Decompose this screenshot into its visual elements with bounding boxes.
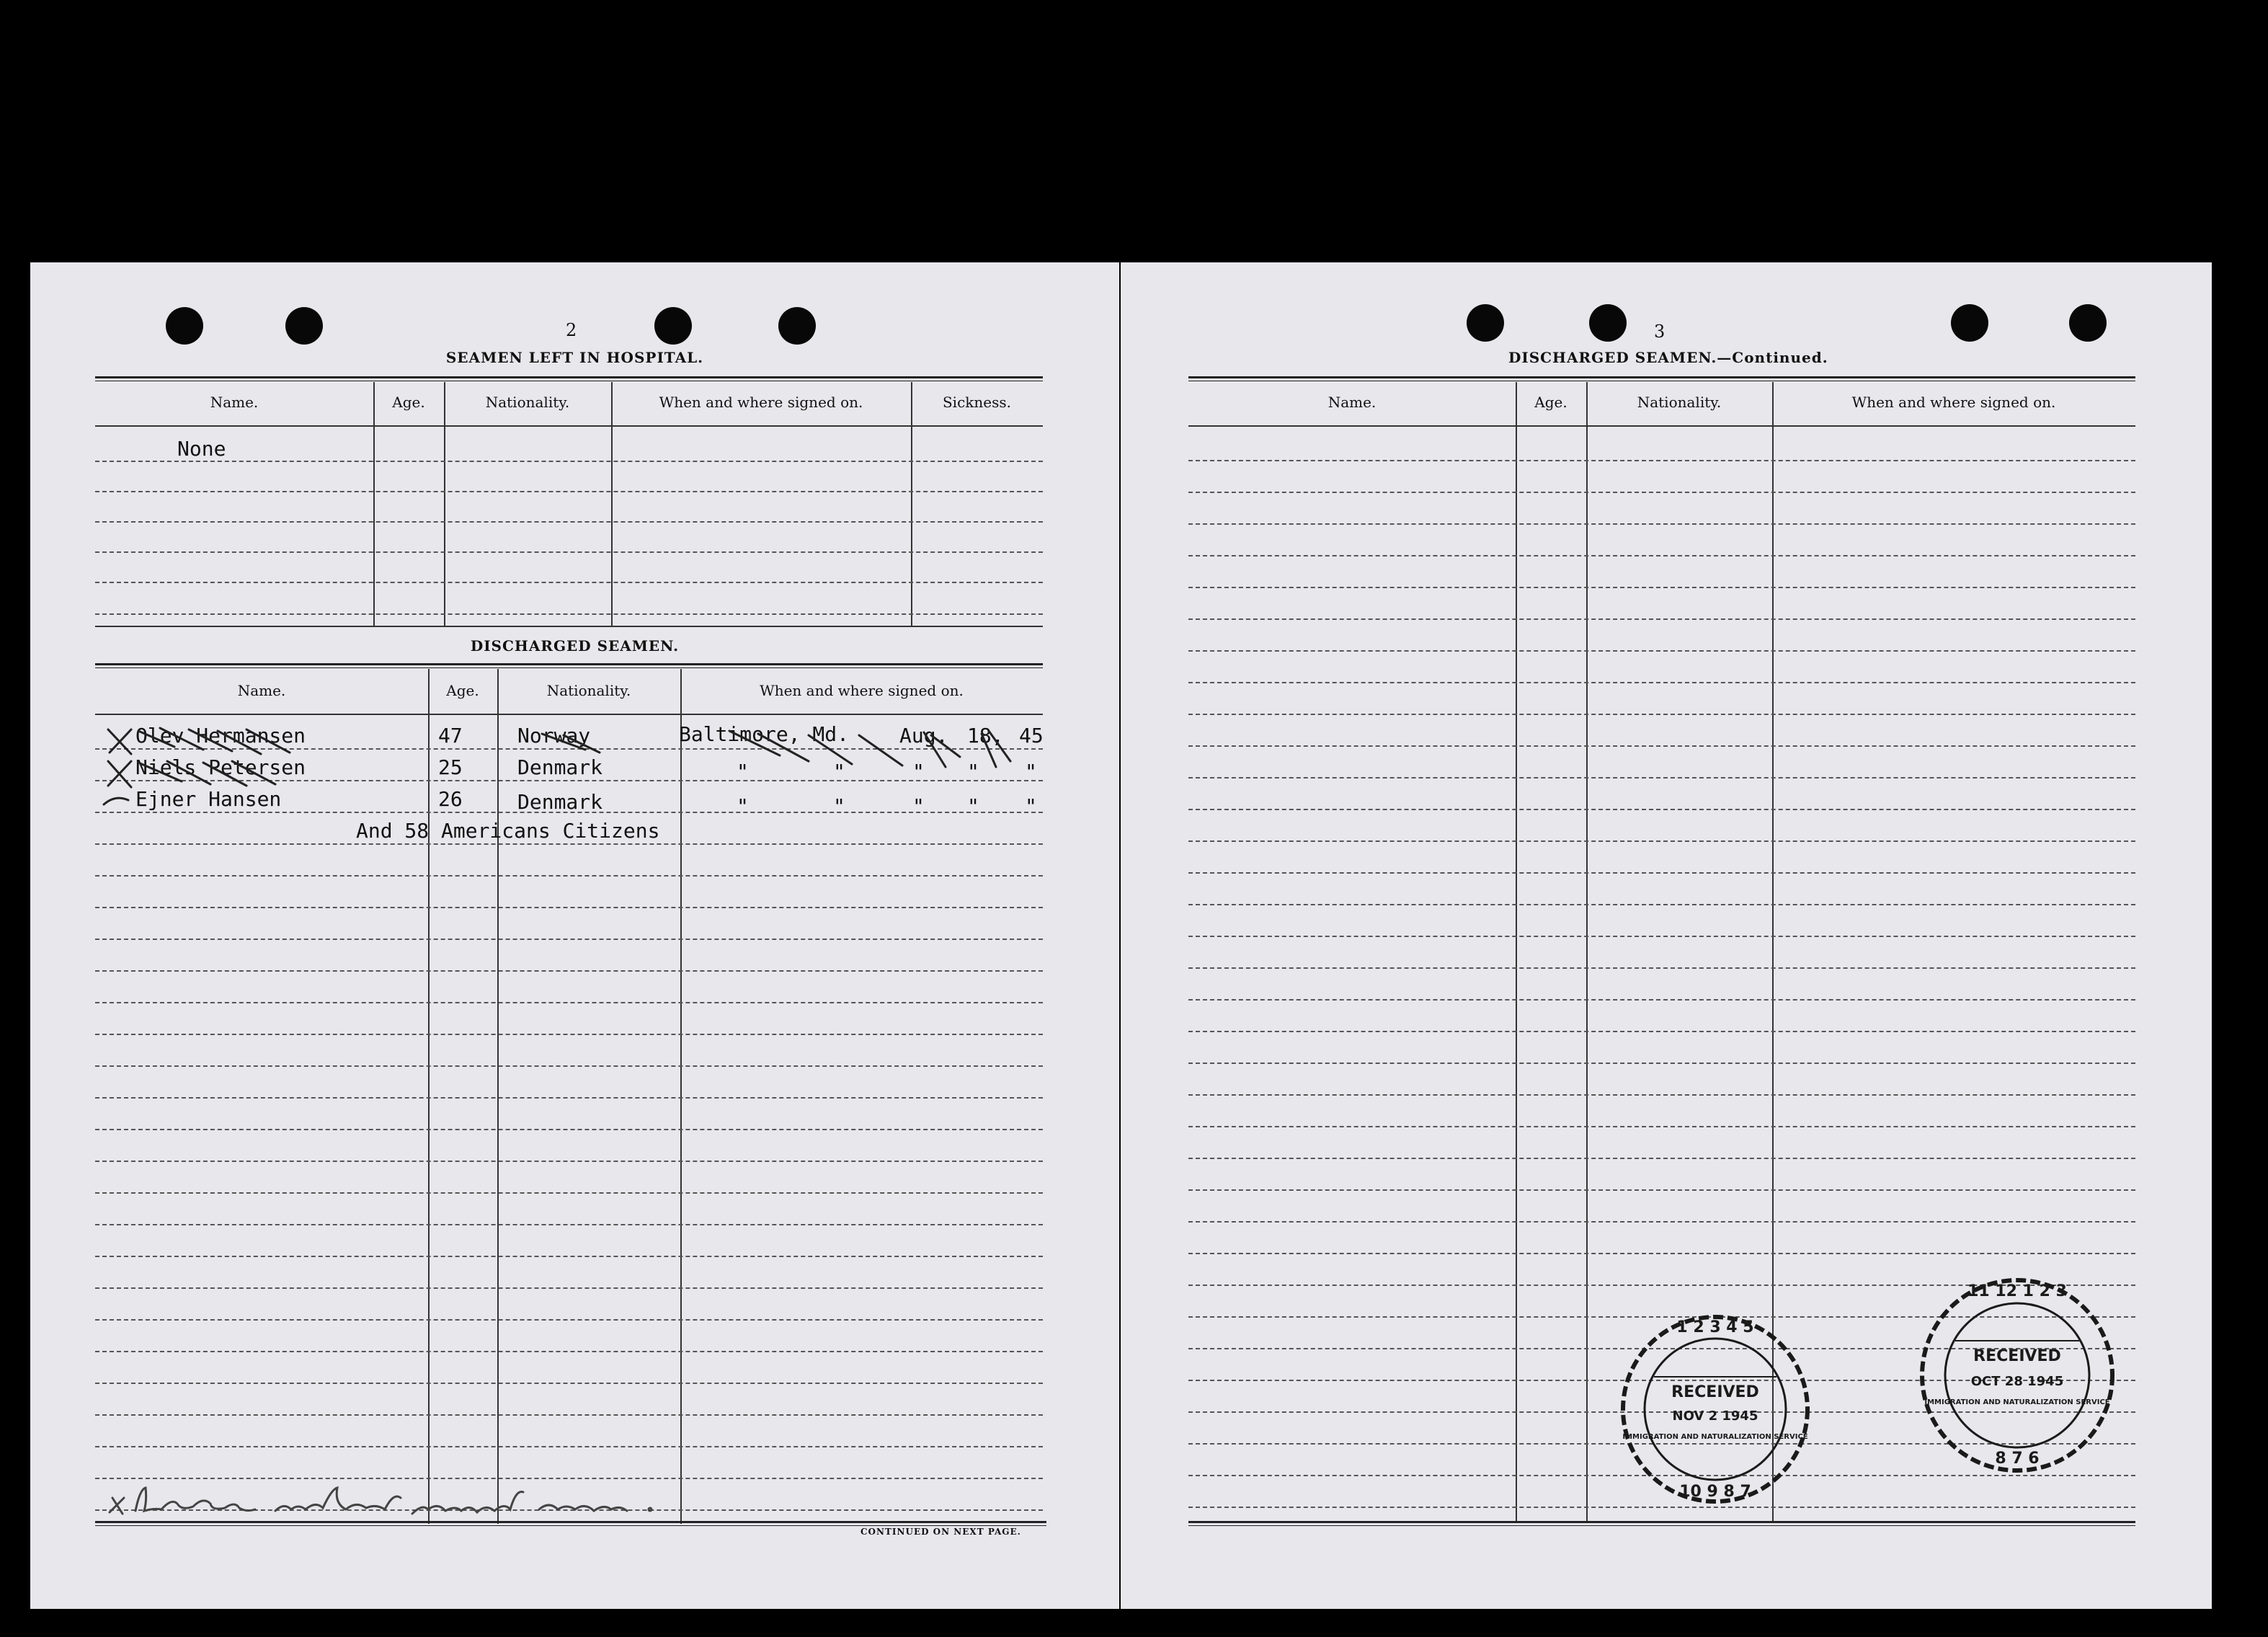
ruled-line bbox=[1188, 1094, 2135, 1096]
hospital-section-title: SEAMEN LEFT IN HOSPITAL. bbox=[445, 349, 704, 366]
table-rule bbox=[95, 626, 1043, 627]
punch-hole bbox=[1589, 304, 1627, 342]
page-number: 3 bbox=[1654, 321, 1666, 342]
ruled-line bbox=[1188, 809, 2135, 810]
handwritten-note bbox=[102, 1482, 693, 1525]
ruled-line bbox=[1188, 460, 2135, 461]
ruled-line bbox=[95, 1287, 1043, 1289]
ruled-line bbox=[95, 491, 1043, 492]
seaman-age: 47 bbox=[438, 724, 463, 747]
stamp-date: OCT 28 1945 bbox=[1970, 1374, 2064, 1389]
ruled-line bbox=[1188, 745, 2135, 747]
ruled-line bbox=[95, 907, 1043, 908]
ruled-line bbox=[95, 970, 1043, 972]
ruled-line bbox=[1188, 1253, 2135, 1254]
table-rule bbox=[1188, 1521, 2135, 1526]
ditto-mark: " bbox=[833, 760, 845, 784]
ruled-line bbox=[95, 1446, 1043, 1447]
ruled-line bbox=[1188, 523, 2135, 525]
table-rule bbox=[95, 425, 1043, 427]
ruled-line bbox=[1188, 1063, 2135, 1064]
ruled-line bbox=[95, 1129, 1043, 1130]
ruled-line bbox=[95, 1383, 1043, 1384]
ruled-line bbox=[95, 1256, 1043, 1257]
svg-text:11 12 1 2 3: 11 12 1 2 3 bbox=[1967, 1282, 2067, 1300]
column-header-age: Age. bbox=[1534, 394, 1567, 411]
ruled-line bbox=[1188, 840, 2135, 842]
ruled-line bbox=[1188, 1031, 2135, 1032]
svg-text:10 9 8 7: 10 9 8 7 bbox=[1679, 1483, 1751, 1501]
punch-hole bbox=[654, 307, 692, 345]
column-divider bbox=[373, 382, 375, 626]
ruled-line bbox=[1188, 555, 2135, 556]
ditto-mark: " bbox=[737, 760, 749, 784]
table-rule bbox=[95, 376, 1043, 381]
signed-on-day: 18, bbox=[967, 724, 1004, 747]
ruled-line bbox=[1188, 1507, 2135, 1508]
ruled-line bbox=[95, 1192, 1043, 1194]
page-number: 2 bbox=[566, 320, 577, 340]
ditto-mark: " bbox=[1025, 760, 1037, 784]
svg-text:8 7 6: 8 7 6 bbox=[1995, 1450, 2040, 1468]
column-header-nationality: Nationality. bbox=[546, 682, 631, 699]
hospital-entry: None bbox=[177, 437, 226, 461]
ruled-line bbox=[1188, 936, 2135, 937]
continued-footer: CONTINUED ON NEXT PAGE. bbox=[860, 1527, 1021, 1537]
punch-hole bbox=[778, 307, 816, 345]
ruled-line bbox=[95, 1065, 1043, 1067]
ditto-mark: " bbox=[833, 794, 845, 818]
ruled-line bbox=[1188, 1189, 2135, 1191]
column-header-age: Age. bbox=[446, 682, 479, 699]
seaman-nationality: Denmark bbox=[517, 755, 603, 779]
column-header-signed-on: When and where signed on. bbox=[1851, 394, 2056, 411]
table-rule bbox=[1188, 425, 2135, 427]
ruled-line bbox=[95, 582, 1043, 583]
right-page bbox=[1121, 262, 2212, 1609]
svg-text:1 2 3 4 5: 1 2 3 4 5 bbox=[1676, 1318, 1754, 1336]
ditto-mark: " bbox=[912, 794, 925, 818]
column-header-signed-on: When and where signed on. bbox=[659, 394, 863, 411]
seaman-nationality: Denmark bbox=[517, 790, 603, 814]
punch-hole bbox=[1467, 304, 1504, 342]
stamp-word: RECEIVED bbox=[1973, 1347, 2061, 1365]
column-divider bbox=[1586, 382, 1588, 1522]
section-title-suffix: —Continued. bbox=[1717, 349, 1828, 366]
handwritten-strike-marks bbox=[95, 709, 1075, 817]
ruled-line bbox=[1188, 650, 2135, 652]
received-stamp bbox=[1916, 1274, 2118, 1476]
ruled-line bbox=[1188, 714, 2135, 715]
ruled-line bbox=[95, 461, 1043, 462]
punch-hole bbox=[285, 307, 323, 345]
punch-hole bbox=[2069, 304, 2107, 342]
received-stamp bbox=[1618, 1312, 1813, 1507]
seaman-name: Olev Hermansen bbox=[135, 724, 306, 747]
ruled-line bbox=[95, 1478, 1043, 1479]
signed-on-year: 45 bbox=[1019, 724, 1044, 747]
ruled-line bbox=[1188, 492, 2135, 493]
ruled-line bbox=[1188, 904, 2135, 905]
ruled-line bbox=[95, 1414, 1043, 1416]
stamp-date: NOV 2 1945 bbox=[1672, 1408, 1758, 1424]
stamp-agency: IMMIGRATION AND NATURALIZATION SERVICE bbox=[1622, 1433, 1808, 1441]
note-line: And 58 Americans Citizens bbox=[356, 819, 660, 843]
ruled-line bbox=[95, 1097, 1043, 1099]
column-divider bbox=[911, 382, 912, 626]
seaman-nationality: Norway bbox=[517, 724, 591, 747]
ruled-line bbox=[95, 1224, 1043, 1225]
ruled-line bbox=[1188, 967, 2135, 969]
column-header-sickness: Sickness. bbox=[942, 394, 1012, 411]
ruled-line bbox=[1188, 1158, 2135, 1159]
ditto-mark: " bbox=[967, 794, 979, 818]
ruled-line bbox=[95, 1319, 1043, 1321]
ruled-line bbox=[95, 613, 1043, 615]
signed-on-month: Aug. bbox=[899, 724, 948, 747]
column-header-name: Name. bbox=[210, 394, 259, 411]
ruled-line bbox=[95, 521, 1043, 523]
table-rule bbox=[1188, 376, 2135, 381]
seaman-age: 26 bbox=[438, 787, 463, 811]
discharged-section-title: DISCHARGED SEAMEN. bbox=[470, 637, 680, 655]
column-header-name: Name. bbox=[237, 682, 286, 699]
ruled-line bbox=[1188, 999, 2135, 1001]
punch-hole bbox=[166, 307, 203, 345]
ruled-line bbox=[95, 1034, 1043, 1035]
table-rule bbox=[95, 663, 1043, 668]
column-header-age: Age. bbox=[392, 394, 425, 411]
ruled-line bbox=[1188, 618, 2135, 620]
ditto-mark: " bbox=[967, 760, 979, 784]
ruled-line bbox=[95, 1002, 1043, 1003]
ruled-line bbox=[1188, 872, 2135, 874]
column-header-nationality: Nationality. bbox=[1637, 394, 1722, 411]
ruled-line bbox=[95, 1351, 1043, 1352]
seaman-name: Ejner Hansen bbox=[135, 787, 282, 811]
signed-on-place: Baltimore, Md. bbox=[679, 722, 850, 746]
column-divider bbox=[444, 382, 445, 626]
ditto-mark: " bbox=[912, 760, 925, 784]
left-page bbox=[30, 262, 1119, 1609]
section-title: DISCHARGED SEAMEN. bbox=[1508, 349, 1717, 366]
ruled-line bbox=[1188, 682, 2135, 683]
seaman-age: 25 bbox=[438, 755, 463, 779]
column-divider bbox=[611, 382, 613, 626]
column-header-name: Name. bbox=[1328, 394, 1377, 411]
ditto-mark: " bbox=[1025, 794, 1037, 818]
ditto-mark: " bbox=[737, 794, 749, 818]
ruled-line bbox=[1188, 587, 2135, 588]
seaman-name: Niels Petersen bbox=[135, 755, 306, 779]
punch-hole bbox=[1951, 304, 1988, 342]
ruled-line bbox=[95, 551, 1043, 553]
column-divider bbox=[1516, 382, 1517, 1522]
ruled-line bbox=[1188, 1221, 2135, 1223]
stamp-agency: IMMIGRATION AND NATURALIZATION SERVICE bbox=[1924, 1398, 2110, 1406]
ruled-line bbox=[95, 939, 1043, 940]
column-header-nationality: Nationality. bbox=[485, 394, 570, 411]
discharged-continued-title bbox=[1508, 349, 1828, 366]
column-header-signed-on: When and where signed on. bbox=[760, 682, 964, 699]
ruled-line bbox=[95, 843, 1043, 845]
ruled-line bbox=[1188, 777, 2135, 778]
ruled-line bbox=[95, 1161, 1043, 1162]
stamp-word: RECEIVED bbox=[1671, 1383, 1759, 1401]
ruled-line bbox=[95, 875, 1043, 877]
ruled-line bbox=[1188, 1126, 2135, 1127]
